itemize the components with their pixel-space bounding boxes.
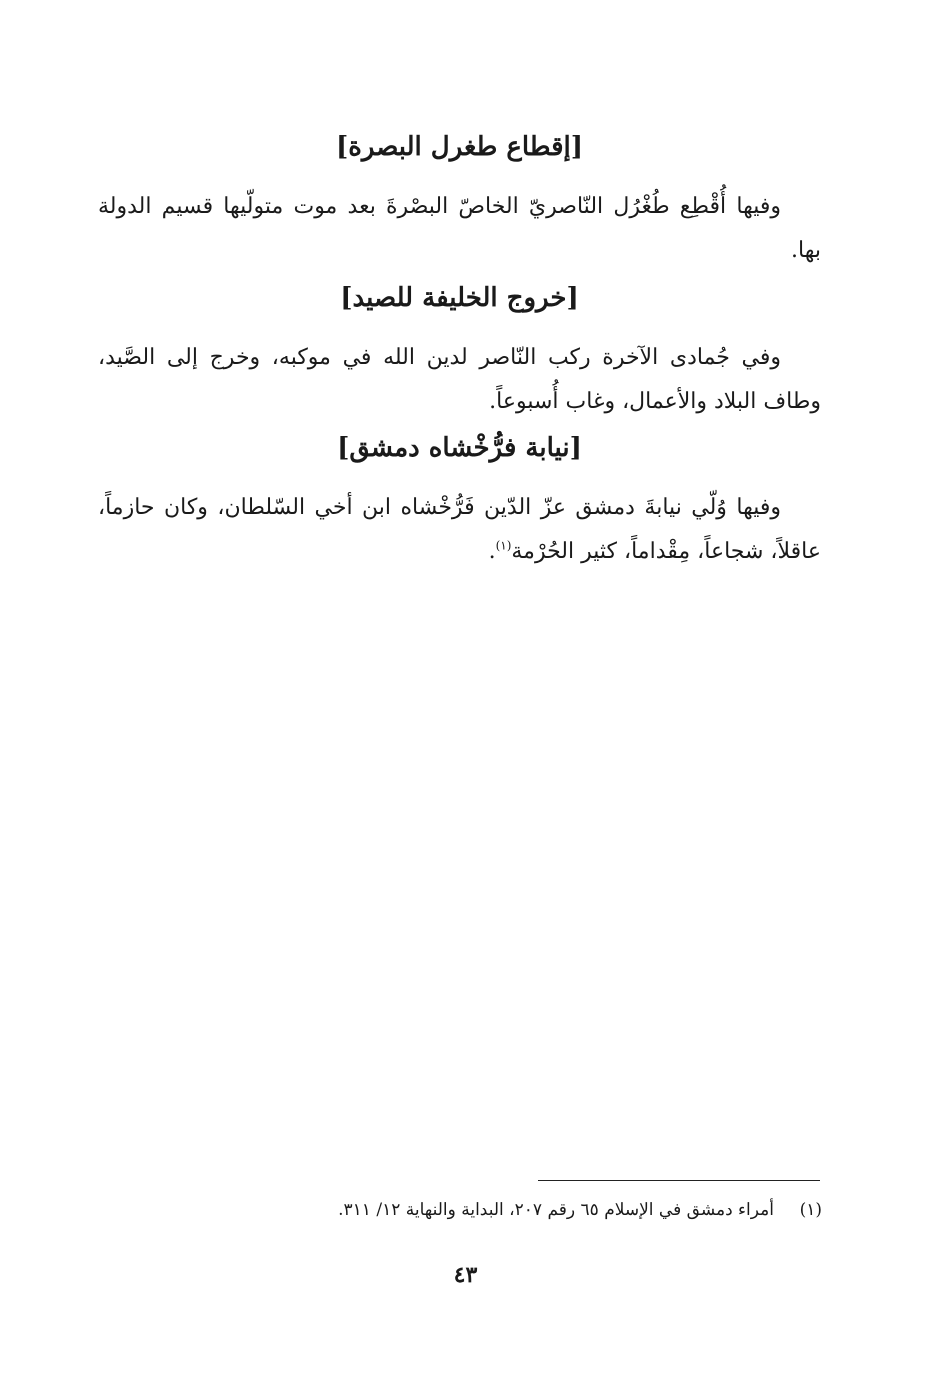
section-heading: [نيابة فرُّخْشاه دمشق] [337, 433, 582, 463]
footnote [260, 1196, 822, 1224]
footnote-reference[interactable]: (١) [495, 538, 512, 553]
footnote-text: أمراء دمشق في الإسلام ٦٥ رقم ٢٠٧، البداية والنهاية ١٢/ ٣١١. [338, 1200, 774, 1220]
section-paragraph: وفي جُمادى الآخرة ركب النّاصر لدين الله في موكبه، وخرج إلى الصَّيد، وطاف البلاد والأعمال، وغاب أُسبوعاً. [98, 345, 821, 414]
section-caliph-hunt [98, 278, 821, 424]
paragraph-end: . [488, 539, 496, 564]
section-heading: [خروج الخليفة للصيد] [340, 283, 579, 313]
footnote-number: (١) [799, 1200, 822, 1220]
section-farrukhshah-damascus [98, 428, 821, 574]
footnote-separator [538, 1180, 820, 1181]
section-iqta-tughril [98, 127, 821, 273]
section-heading: [إقطاع طغرل البصرة] [335, 132, 584, 162]
section-paragraph: وفيها أُقْطِع طُغْرُل النّاصريّ الخاصّ البصْرةَ بعد موت متولّيها قسيم الدولة بها. [98, 194, 821, 263]
paragraph-text: وفيها وُلّي نيابةَ دمشق عزّ الدّين فَرُّخْشاه ابن أخي السّلطان، وكان حازماً، عاقلاً، شجاعاً، مِقْداماً، كثير الحُرْمة [98, 495, 821, 564]
page-number: ٤٣ [453, 1262, 478, 1288]
section-paragraph [98, 486, 821, 574]
